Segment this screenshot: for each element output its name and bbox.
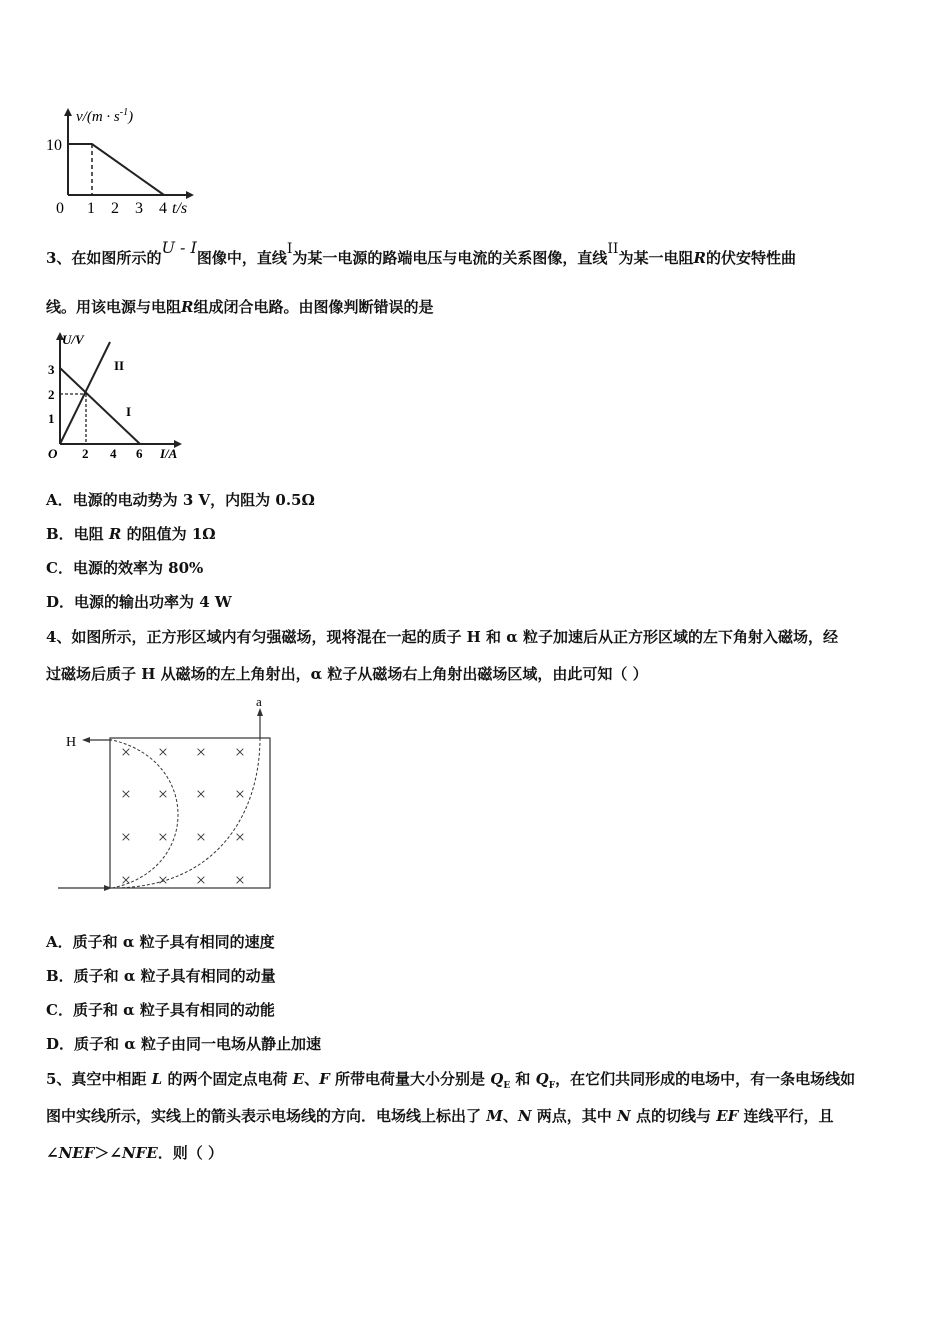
x-tick-1: 1 [87, 200, 95, 217]
line-I-label: I [286, 241, 293, 257]
q3-stem-line-2: 线。用该电源与电阻R组成闭合电路。由图像判断错误的是 [46, 298, 434, 316]
line-I-tag: I [126, 404, 132, 419]
i-tick-6: 6 [136, 446, 143, 461]
field-cross: × [157, 742, 169, 762]
i-tick-4: 4 [110, 446, 117, 461]
h-exit-arrow [82, 737, 90, 743]
q3-option-b[interactable]: B．电阻 R 的阻值为 1Ω [46, 525, 216, 543]
velocity-time-graph [40, 100, 210, 225]
q4-option-c[interactable]: C．质子和 α 粒子具有相同的动能 [46, 1001, 275, 1019]
q4-stem-line-1: 4、如图所示，正方形区域内有匀强磁场，现将混在一起的质子 H 和 α 粒子加速后从正方形区域的左下角射入磁场，经 [46, 628, 839, 646]
x-axis-label: t/s [172, 200, 188, 217]
u-tick-2: 2 [48, 387, 55, 402]
field-cross: × [157, 827, 169, 847]
entry-arrow [104, 885, 112, 891]
proton-path [112, 740, 178, 888]
x-tick-2: 2 [111, 200, 119, 217]
field-cross: × [195, 870, 207, 890]
field-cross: × [157, 870, 169, 890]
field-cross: × [195, 742, 207, 762]
q4-option-a[interactable]: A．质子和 α 粒子具有相同的速度 [46, 933, 275, 951]
ui-label: U - I [161, 238, 197, 257]
field-cross: × [195, 827, 207, 847]
y-tick-10: 10 [46, 137, 62, 154]
i-tick-2: 2 [82, 446, 89, 461]
x-tick-0: 0 [56, 200, 64, 217]
field-cross: × [120, 827, 132, 847]
q4-stem-line-2: 过磁场后质子 H 从磁场的左上角射出，α 粒子从磁场右上角射出磁场区域，由此可知（ ） [46, 665, 648, 683]
x-axis-arrow [186, 191, 194, 199]
label-h: H [66, 735, 77, 750]
field-cross: × [120, 784, 132, 804]
line-II [60, 342, 110, 444]
line-II-label: II [607, 241, 619, 257]
ui-graph [40, 328, 190, 468]
a-exit-arrow [257, 708, 263, 716]
y-axis-arrow [64, 108, 72, 116]
origin-label: O [48, 446, 58, 461]
q3-option-d[interactable]: D．电源的输出功率为 4 W [46, 593, 232, 611]
field-square [110, 738, 270, 888]
field-cross: × [120, 870, 132, 890]
field-cross: × [234, 870, 246, 890]
q5-stem-line-2: 图中实线所示，实线上的箭头表示电场线的方向．电场线上标出了 M、N 两点，其中 N 点的切线与 EF 连线平行，且 [46, 1107, 834, 1125]
i-axis-label: I/A [160, 446, 178, 461]
q3-option-a[interactable]: A．电源的电动势为 3 V，内阻为 0.5Ω [46, 491, 315, 509]
magnetic-field-figure [50, 690, 290, 905]
velocity-line [68, 144, 164, 195]
x-tick-4: 4 [159, 200, 167, 217]
field-cross: × [234, 742, 246, 762]
y-axis-label: $v/(m \cdot s^{-1})$ [76, 107, 134, 125]
q3-stem-line-1: 3、在如图所示的U - I图像中，直线I为某一电源的路端电压与电流的关系图像，直线II为某一电阻R的伏安特性曲 [46, 238, 796, 267]
q4-option-d[interactable]: D．质子和 α 粒子由同一电场从静止加速 [46, 1035, 321, 1053]
q5-stem-line-3: ∠NEF＞∠NFE．则（ ） [46, 1144, 223, 1162]
field-cross: × [120, 742, 132, 762]
u-tick-1: 1 [48, 411, 55, 426]
u-axis-label: U/V [62, 332, 84, 347]
x-tick-3: 3 [135, 200, 143, 217]
u-tick-3: 3 [48, 362, 55, 377]
q3-option-c[interactable]: C．电源的效率为 80% [46, 559, 204, 577]
q4-option-b[interactable]: B．质子和 α 粒子具有相同的动量 [46, 967, 276, 985]
label-a: a [256, 694, 262, 709]
q5-stem-line-1: 5、真空中相距 L 的两个固定点电荷 E、F 所带电荷量大小分别是 $Q_E$ 和 $Q_F$，在它们共同形成的电场中，有一条电场线如 [46, 1070, 856, 1091]
line-II-tag: II [114, 358, 125, 373]
field-cross: × [195, 784, 207, 804]
field-cross: × [234, 827, 246, 847]
field-cross: × [157, 784, 169, 804]
field-cross: × [234, 784, 246, 804]
